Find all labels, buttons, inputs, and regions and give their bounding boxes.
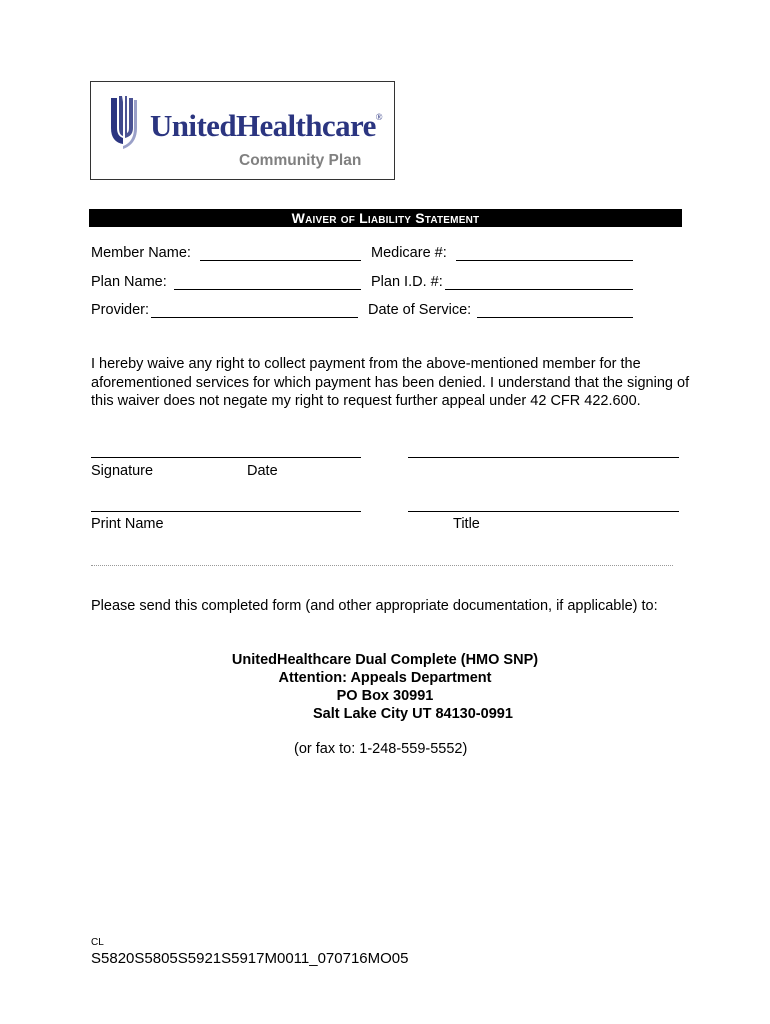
divider <box>91 565 673 566</box>
address-line-4: Salt Lake City UT 84130-0991 <box>313 706 513 722</box>
date-of-service-field[interactable] <box>477 317 633 318</box>
footer-form-code: S5820S5805S5921S5917M0011_070716MO05 <box>91 950 409 967</box>
date-label: Date <box>247 463 278 479</box>
medicare-label: Medicare #: <box>371 245 447 261</box>
print-name-field[interactable] <box>91 511 361 512</box>
title-label: Title <box>453 516 480 532</box>
medicare-field[interactable] <box>456 260 633 261</box>
address-line-3: PO Box 30991 <box>336 688 434 704</box>
unitedhealthcare-u-icon <box>108 94 138 150</box>
send-instructions: Please send this completed form (and other appropriate documentation, if applicable) to: <box>91 598 658 614</box>
date-of-service-label: Date of Service: <box>368 302 472 318</box>
date-field[interactable] <box>408 457 679 458</box>
signature-label: Signature <box>91 463 154 479</box>
address-line-2: Attention: Appeals Department <box>278 670 492 686</box>
address-line-1: UnitedHealthcare Dual Complete (HMO SNP) <box>231 652 539 668</box>
print-name-label: Print Name <box>91 516 164 532</box>
plan-id-field[interactable] <box>445 289 633 290</box>
member-name-field[interactable] <box>200 260 361 261</box>
logo <box>90 81 395 180</box>
provider-label: Provider: <box>91 302 150 318</box>
logo-brand: UnitedHealthcare® <box>150 108 382 143</box>
footer-cl: CL <box>91 937 104 948</box>
logo-subtitle: Community Plan <box>239 152 362 169</box>
provider-field[interactable] <box>151 317 358 318</box>
member-name-label: Member Name: <box>91 245 191 261</box>
plan-name-field[interactable] <box>174 289 361 290</box>
fax-number: (or fax to: 1-248-559-5552) <box>294 741 468 757</box>
plan-id-label: Plan I.D. #: <box>371 274 443 290</box>
title-field[interactable] <box>408 511 679 512</box>
signature-field[interactable] <box>91 457 361 458</box>
waiver-text: I hereby waive any right to collect payment from the above-mentioned member for the aforementioned services for which payment has been denied. I understand that the signing of this waiver does not negate my right to request further appeal under 42 CFR 422.600. <box>91 356 690 409</box>
page-title-text: Waiver of Liability Statement <box>291 210 480 226</box>
plan-name-label: Plan Name: <box>91 274 167 290</box>
page-title <box>89 209 682 227</box>
